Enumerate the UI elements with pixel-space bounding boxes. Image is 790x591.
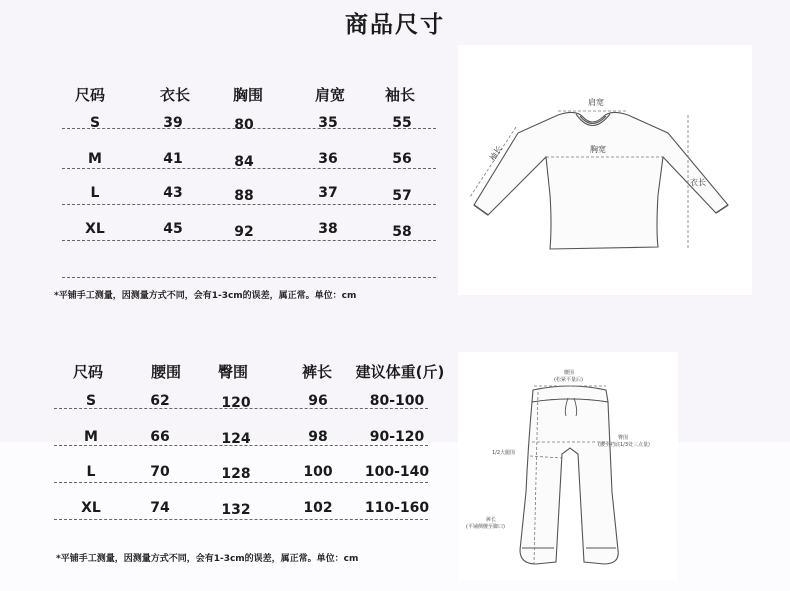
hip-label: 臀围 (618, 435, 629, 441)
header-pants-length: 裤长 (301, 363, 332, 381)
pants-length-cell: 96 (308, 393, 328, 409)
header-waist: 腰围 (150, 363, 181, 381)
chest-cell: 80 (234, 117, 254, 133)
length-label: 衣长 (690, 178, 706, 187)
hip-cell: 124 (221, 431, 251, 447)
length-cell: 39 (163, 115, 183, 131)
header-weight: 建议体重(斤) (355, 363, 445, 381)
pants-illustration (458, 352, 678, 580)
shirt-measurement-diagram (458, 45, 752, 295)
shirt-illustration (458, 45, 752, 295)
weight-cell: 110-160 (364, 500, 430, 516)
sleeve-cell: 56 (392, 151, 412, 167)
header-hip: 臀围 (217, 363, 248, 381)
header-length: 衣长 (159, 86, 190, 104)
waist-cell: 62 (150, 393, 170, 409)
header-size: 尺码 (74, 86, 105, 104)
header-shoulder: 肩宽 (314, 86, 345, 104)
size-cell: M (88, 151, 102, 167)
hip-cell: 120 (221, 395, 251, 411)
sleeve-label: 袖长 (487, 144, 505, 163)
size-cell: S (85, 393, 97, 409)
sleeve-cell: 57 (392, 188, 412, 204)
shoulder-cell: 38 (318, 221, 338, 237)
size-cell: L (86, 464, 96, 480)
waist-cell: 70 (150, 464, 170, 480)
length-cell: 43 (163, 185, 183, 201)
pants-length-cell: 102 (303, 500, 333, 516)
shoulder-cell: 35 (318, 115, 338, 131)
measurement-note: *平铺手工测量，因测量方式不同，会有1-3cm的误差，属正常。单位：cm (56, 554, 359, 564)
pants-length-sublabel: (平铺侧腰至脚口) (466, 524, 505, 530)
waist-sublabel: (松紧平量后) (554, 377, 583, 383)
table-row (0, 464, 450, 484)
size-cell: XL (81, 500, 101, 516)
waist-label: 腰围 (564, 370, 575, 376)
measurement-note: *平铺手工测量，因测量方式不同，会有1-3cm的误差，属正常。单位：cm (54, 291, 357, 301)
size-cell: XL (85, 221, 105, 237)
shoulder-cell: 37 (318, 185, 338, 201)
weight-cell: 90-120 (369, 429, 425, 445)
waist-cell: 66 (150, 429, 170, 445)
waist-cell: 74 (150, 500, 170, 516)
chest-cell: 88 (234, 188, 254, 204)
chest-label: 胸宽 (590, 145, 606, 154)
table-row (0, 429, 450, 449)
length-cell: 45 (163, 221, 183, 237)
weight-cell: 80-100 (369, 393, 425, 409)
size-cell: L (90, 185, 100, 201)
header-size: 尺码 (72, 363, 103, 381)
pants-length-cell: 98 (308, 429, 328, 445)
length-cell: 41 (163, 151, 183, 167)
pants-measurement-diagram (458, 352, 678, 580)
hip-cell: 128 (221, 466, 251, 482)
pants-length-cell: 100 (303, 464, 333, 480)
chest-cell: 84 (234, 154, 254, 170)
shoulder-cell: 36 (318, 151, 338, 167)
size-cell: S (89, 115, 101, 131)
thigh-label: 1/2大腿围 (492, 450, 516, 456)
header-sleeve: 袖长 (384, 86, 415, 104)
table-row (0, 500, 450, 520)
sleeve-cell: 58 (392, 224, 412, 240)
pants-length-label: 裤长 (486, 517, 497, 523)
bottom-table-header (0, 361, 450, 381)
table-row (0, 393, 450, 413)
chest-cell: 92 (234, 224, 254, 240)
header-chest: 胸围 (232, 86, 263, 104)
page-title: 商品尺寸 (345, 12, 445, 38)
size-cell: M (84, 429, 98, 445)
sleeve-cell: 55 (392, 115, 412, 131)
shoulder-label: 肩宽 (588, 98, 604, 107)
weight-cell: 100-140 (364, 464, 430, 480)
hip-sublabel: (腰至裆底1/3处三点量) (598, 442, 650, 448)
hip-cell: 132 (221, 502, 251, 518)
